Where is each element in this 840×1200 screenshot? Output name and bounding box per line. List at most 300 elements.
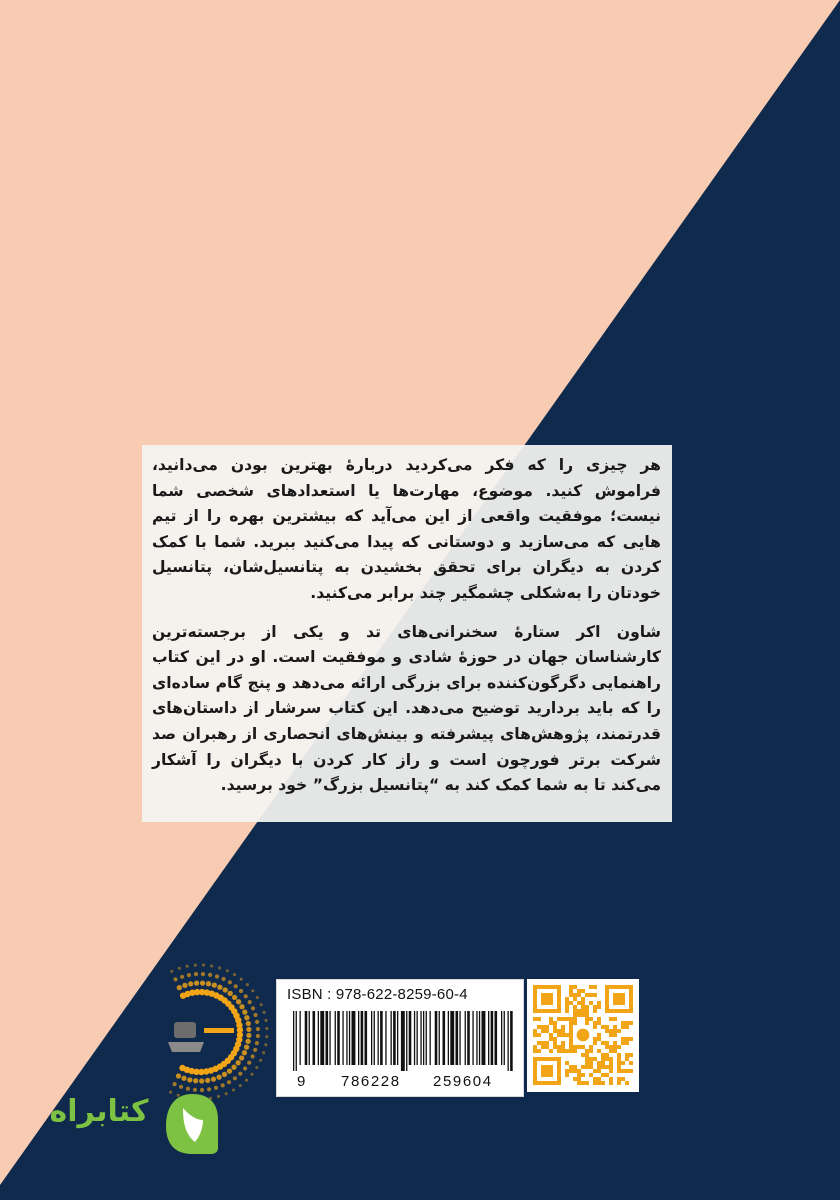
qr-module xyxy=(569,1045,573,1049)
qr-module xyxy=(537,1049,541,1053)
qr-module xyxy=(593,1009,597,1013)
barcode-bar xyxy=(374,1011,375,1065)
sunburst-dot xyxy=(216,1074,221,1079)
qr-module xyxy=(605,1041,609,1045)
qr-module xyxy=(613,1025,617,1029)
barcode-bar xyxy=(491,1011,494,1065)
barcode-bar xyxy=(401,1011,405,1071)
qr-module xyxy=(585,1005,589,1009)
qr-module xyxy=(533,1017,537,1021)
qr-module xyxy=(597,1017,601,1021)
sunburst-dot xyxy=(201,972,205,976)
barcode-bar xyxy=(467,1011,470,1065)
sunburst-dot xyxy=(239,1084,242,1087)
qr-module xyxy=(545,1041,549,1045)
barcode-bar xyxy=(504,1011,505,1065)
blurb-paragraph: هر چیزی را که فکر می‌کردید دربارهٔ بهترین بودن می‌دانید، فراموش کنید. موضوع، مهارت‌ها یا استعدادهای شخصی شما نیست؛ موفقیت واقعی از این می‌آید که بیشترین بهره را از تیم هایی که می‌سازید و دوستانی که پیدا می‌کنید ببرید. شما با کمک کردن به دیگران برای تحقق بخشیدن به پتانسیل‌شان، پتانسیل خودتان را به‌شکلی چشمگیر چند برابر می‌کنید. xyxy=(152,456,661,602)
qr-module xyxy=(569,1041,573,1045)
qr-module xyxy=(585,1053,589,1057)
qr-module xyxy=(585,993,589,997)
barcode-bar xyxy=(320,1011,324,1065)
barcode-bar xyxy=(337,1011,340,1065)
qr-module xyxy=(625,1053,629,1057)
sunburst-dot xyxy=(234,984,238,988)
qr-module xyxy=(625,1057,629,1061)
barcode-bar xyxy=(495,1011,498,1065)
sunburst-dot xyxy=(256,1027,260,1031)
qr-module xyxy=(569,989,573,993)
qr-module xyxy=(597,1061,601,1065)
barcode-bar xyxy=(482,1011,486,1065)
qr-module xyxy=(609,1033,613,1037)
qr-module xyxy=(573,1065,577,1069)
qr-module xyxy=(613,1033,617,1037)
qr-module xyxy=(561,1029,565,1033)
barcode-bar xyxy=(510,1011,513,1071)
qr-code-icon xyxy=(533,985,633,1085)
qr-module xyxy=(609,1069,613,1073)
qr-module xyxy=(589,1045,593,1049)
qr-module xyxy=(537,1033,541,1037)
sunburst-dot xyxy=(260,1003,263,1006)
sunburst-dot xyxy=(242,1009,247,1014)
blurb-box xyxy=(142,445,672,822)
sunburst-dot xyxy=(173,977,177,981)
barcode-bar xyxy=(335,1011,336,1065)
sunburst-dot xyxy=(246,1021,251,1026)
qr-module xyxy=(593,1025,597,1029)
qr-module xyxy=(565,1009,569,1013)
qr-module xyxy=(589,1057,593,1061)
sunburst-dot xyxy=(179,1065,185,1071)
barcode-bar xyxy=(313,1011,316,1065)
qr-module xyxy=(609,1061,613,1065)
barcode-bar xyxy=(358,1011,359,1065)
qr-module xyxy=(609,1077,613,1081)
qr-module xyxy=(533,1049,537,1053)
qr-module xyxy=(577,1001,581,1005)
barcode-bar xyxy=(352,1011,356,1065)
qr-module xyxy=(629,1021,633,1025)
barcode-bar xyxy=(391,1011,392,1065)
sunburst-dot xyxy=(256,996,259,999)
sunburst-dot xyxy=(228,980,232,984)
sunburst-dot xyxy=(265,1035,268,1038)
sunburst-dot xyxy=(181,1076,186,1081)
qr-module xyxy=(549,1033,553,1037)
qr-module xyxy=(593,1077,597,1081)
sunburst-dot xyxy=(188,981,193,986)
qr-module xyxy=(537,1041,541,1045)
qr-module xyxy=(537,1017,541,1021)
qr-module xyxy=(621,1025,625,1029)
qr-center-dot xyxy=(577,1029,590,1042)
qr-module xyxy=(589,1049,593,1053)
barcode-bar xyxy=(385,1011,386,1065)
qr-module xyxy=(565,1061,569,1065)
qr-module xyxy=(569,985,573,989)
qr-module xyxy=(597,1049,601,1053)
sunburst-dot xyxy=(187,973,191,977)
qr-module xyxy=(609,1081,613,1085)
sunburst-dot xyxy=(205,1078,210,1083)
qr-module xyxy=(585,1017,589,1021)
qr-module xyxy=(553,1041,557,1045)
sunburst-dot xyxy=(178,967,181,970)
sunburst-dot xyxy=(245,1079,248,1082)
sunburst-dot xyxy=(218,966,221,969)
barcode-bar xyxy=(346,1011,347,1065)
qr-module xyxy=(605,1065,609,1069)
sunburst-dot xyxy=(222,977,226,981)
qr-module xyxy=(573,1005,577,1009)
sunburst-dot xyxy=(236,999,241,1004)
barcode-bar xyxy=(448,1011,449,1065)
sunburst-dot xyxy=(173,1082,177,1086)
barcode-bar xyxy=(465,1011,466,1065)
barcode-bar xyxy=(420,1011,421,1065)
qr-module xyxy=(557,1045,561,1049)
qr-module xyxy=(577,1073,581,1077)
barcode-bar xyxy=(417,1011,418,1065)
reader-book xyxy=(168,1042,204,1052)
qr-module xyxy=(625,1037,629,1041)
sunburst-dot xyxy=(244,1015,249,1020)
qr-module xyxy=(621,1021,625,1025)
qr-module xyxy=(617,1045,621,1049)
qr-module xyxy=(565,1005,569,1009)
qr-module xyxy=(597,1077,601,1081)
qr-module xyxy=(565,1069,569,1073)
barcode-bar xyxy=(406,1011,407,1071)
qr-module xyxy=(549,1017,553,1021)
qr-module xyxy=(585,1013,589,1017)
barcode-bar xyxy=(414,1011,415,1065)
qr-module xyxy=(569,993,573,997)
qr-module xyxy=(605,1073,609,1077)
sunburst-dot xyxy=(206,981,211,986)
qr-module xyxy=(553,1025,557,1029)
qr-module xyxy=(601,1065,605,1069)
sunburst-dot xyxy=(251,989,254,992)
qr-finder-core xyxy=(541,993,553,1005)
sunburst-dot xyxy=(212,982,217,987)
sunburst-dot xyxy=(238,1072,242,1076)
sunburst-dot xyxy=(182,983,187,988)
qr-module xyxy=(621,1061,625,1065)
qr-module xyxy=(589,985,593,989)
sunburst-dot xyxy=(200,980,205,985)
qr-module xyxy=(573,1049,577,1053)
qr-module xyxy=(573,997,577,1001)
qr-module xyxy=(597,1033,601,1037)
barcode-bar xyxy=(501,1011,502,1065)
sunburst-dot xyxy=(215,974,219,978)
barcode-bar xyxy=(349,1011,350,1065)
sunburst-dot xyxy=(251,1054,255,1058)
qr-module xyxy=(573,1077,577,1081)
qr-module xyxy=(557,1049,561,1053)
qr-module xyxy=(601,1053,605,1057)
qr-module xyxy=(581,1073,585,1077)
qr-module xyxy=(581,989,585,993)
qr-module xyxy=(553,1029,557,1033)
qr-module xyxy=(533,1033,537,1037)
sunburst-dot xyxy=(239,1055,244,1060)
isbn-barcode-card xyxy=(276,979,524,1097)
qr-module xyxy=(561,1049,565,1053)
qr-module xyxy=(597,1065,601,1069)
qr-module xyxy=(557,1029,561,1033)
author-paragraph: شاون اکر ستارهٔ سخنرانی‌های تد و یکی از برجسته‌ترین کارشناسان جهان در حوزهٔ شادی و موفقیت است. او در این کتاب راهنمایی دگرگون‌کننده برای بزرگی ارائه می‌دهد و پنج گام ساده‌ای را که باید بردارید توضیح می‌دهد. این کتاب سرشار از داستان‌های قدرتمند، پژوهش‌های پیشرفته و بینش‌های انحصاری از رهبران صد شرکت برتر فورچون است و راز کار کردن با دیگران را آشکار می‌کند تا به شما کمک کند به “پتانسیل بزرگ” خود برسید. xyxy=(152,622,661,795)
sunburst-dot xyxy=(259,1059,262,1062)
qr-module xyxy=(581,1005,585,1009)
qr-module xyxy=(621,1037,625,1041)
qr-module xyxy=(585,1065,589,1069)
qr-module xyxy=(609,1029,613,1033)
qr-module xyxy=(617,1057,621,1061)
qr-module xyxy=(617,1053,621,1057)
qr-module xyxy=(573,1009,577,1013)
qr-module xyxy=(565,1033,569,1037)
reader-arrow xyxy=(204,1028,234,1033)
qr-module xyxy=(545,1045,549,1049)
store-logo xyxy=(40,1090,220,1160)
qr-module xyxy=(613,1041,617,1045)
qr-module xyxy=(601,1041,605,1045)
qr-module xyxy=(605,1057,609,1061)
barcode-bar xyxy=(439,1011,440,1065)
qr-module xyxy=(617,1077,621,1081)
qr-module xyxy=(593,1041,597,1045)
barcode-bar xyxy=(329,1011,330,1065)
qr-module xyxy=(613,1029,617,1033)
qr-module xyxy=(617,1065,621,1069)
qr-module xyxy=(621,1077,625,1081)
qr-module xyxy=(609,1049,613,1053)
qr-module xyxy=(541,1029,545,1033)
sunburst-dot xyxy=(245,1039,250,1044)
barcode-bar xyxy=(309,1011,310,1065)
qr-module xyxy=(625,1025,629,1029)
qr-module xyxy=(581,1009,585,1013)
sunburst-dot xyxy=(208,973,212,977)
qr-module xyxy=(569,1069,573,1073)
barcode-bar xyxy=(423,1011,424,1065)
qr-module xyxy=(581,1045,585,1049)
qr-module xyxy=(585,1021,589,1025)
barcode-bar xyxy=(361,1011,364,1065)
sunburst-dot xyxy=(193,1078,198,1083)
isbn-label: ISBN : 978-622-8259-60-4 xyxy=(287,986,468,1003)
qr-module xyxy=(605,1025,609,1029)
qr-module xyxy=(593,993,597,997)
qr-module xyxy=(621,1069,625,1073)
qr-module xyxy=(537,1025,541,1029)
sunburst-dot xyxy=(235,1060,240,1065)
sunburst-dot xyxy=(233,1076,237,1080)
qr-module xyxy=(601,1073,605,1077)
barcode-bar xyxy=(426,1011,427,1065)
barcode-bar xyxy=(476,1011,477,1065)
qr-module xyxy=(629,1061,633,1065)
sunburst-dot xyxy=(256,1034,260,1038)
qr-module xyxy=(625,1069,629,1073)
sunburst-dot xyxy=(221,1083,225,1087)
sunburst-dot xyxy=(211,1076,216,1081)
qr-module xyxy=(625,1041,629,1045)
barcode-bar xyxy=(300,1011,301,1065)
qr-module xyxy=(617,1081,621,1085)
qr-module xyxy=(541,1025,545,1029)
barcode-bar xyxy=(318,1011,319,1065)
qr-module xyxy=(597,1021,601,1025)
qr-module xyxy=(561,1017,565,1021)
qr-module xyxy=(569,1029,573,1033)
qr-module xyxy=(629,1037,633,1041)
qr-module xyxy=(625,1081,629,1085)
barcode-bar xyxy=(479,1011,480,1065)
qr-module xyxy=(597,1069,601,1073)
qr-module xyxy=(577,993,581,997)
qr-module xyxy=(577,1081,581,1085)
qr-module xyxy=(545,1025,549,1029)
qr-module xyxy=(549,1049,553,1053)
qr-module xyxy=(533,1029,537,1033)
qr-module xyxy=(629,1053,633,1057)
qr-module xyxy=(565,1001,569,1005)
sunburst-dot xyxy=(170,970,173,973)
qr-module xyxy=(597,1005,601,1009)
qr-module xyxy=(577,989,581,993)
qr-module xyxy=(609,1065,613,1069)
sunburst-dot xyxy=(251,1073,254,1076)
sunburst-dot xyxy=(255,1066,258,1069)
barcode-right-digits: 259604 xyxy=(433,1073,493,1090)
qr-module xyxy=(569,1001,573,1005)
qr-module xyxy=(573,985,577,989)
qr-module xyxy=(565,1049,569,1053)
qr-module xyxy=(569,1037,573,1041)
qr-module xyxy=(581,1081,585,1085)
qr-module xyxy=(617,1029,621,1033)
qr-module xyxy=(545,1029,549,1033)
barcode-left-digits: 786228 xyxy=(341,1073,401,1090)
qr-module xyxy=(597,1001,601,1005)
sunburst-dot xyxy=(180,975,184,979)
sunburst-dot xyxy=(243,1066,247,1070)
qr-module xyxy=(569,1021,573,1025)
sunburst-dot xyxy=(239,989,243,993)
sunburst-dot xyxy=(194,980,199,985)
sunburst-dot xyxy=(199,1078,204,1083)
qr-module xyxy=(573,1017,577,1021)
barcode-bar xyxy=(380,1011,383,1065)
qr-module xyxy=(589,1017,593,1021)
barcode-bar xyxy=(450,1011,454,1065)
qr-module xyxy=(601,1025,605,1029)
sunburst-dot xyxy=(210,964,213,967)
barcode-bar xyxy=(378,1011,379,1065)
qr-module xyxy=(629,1069,633,1073)
qr-module xyxy=(613,1049,617,1053)
qr-module xyxy=(573,1045,577,1049)
qr-module xyxy=(553,1045,557,1049)
sunburst-dot xyxy=(240,978,243,981)
reader-figure xyxy=(174,1022,196,1038)
qr-module xyxy=(605,1045,609,1049)
qr-module xyxy=(605,1053,609,1057)
qr-module xyxy=(589,1073,593,1077)
qr-module xyxy=(601,1061,605,1065)
qr-module xyxy=(593,1081,597,1085)
qr-module xyxy=(597,1081,601,1085)
qr-module xyxy=(593,1037,597,1041)
barcode-bar xyxy=(435,1011,438,1065)
barcode-bar xyxy=(342,1011,343,1065)
qr-module xyxy=(589,1061,593,1065)
qr-module xyxy=(593,1069,597,1073)
qr-module xyxy=(609,1057,613,1061)
sunburst-dot xyxy=(242,1050,247,1055)
sunburst-dot xyxy=(239,1004,244,1009)
barcode-bar xyxy=(293,1011,294,1071)
qr-module xyxy=(569,1049,573,1053)
sunburst-dot xyxy=(226,969,229,972)
sunburst-dot xyxy=(202,964,205,967)
qr-module xyxy=(581,1001,585,1005)
qr-module xyxy=(565,997,569,1001)
qr-module xyxy=(577,1045,581,1049)
sunburst-dot xyxy=(264,1019,267,1022)
sunburst-dot xyxy=(176,1073,181,1078)
sunburst-dot xyxy=(179,1085,183,1089)
barcode-bar xyxy=(371,1011,372,1065)
sunburst-dot xyxy=(187,1077,192,1082)
qr-module xyxy=(553,1037,557,1041)
qr-module xyxy=(589,993,593,997)
qr-module xyxy=(593,985,597,989)
sunburst-dot xyxy=(225,1092,228,1095)
qr-module xyxy=(565,1017,569,1021)
sunburst-dot xyxy=(222,1072,227,1077)
barcode-bar xyxy=(456,1011,459,1065)
qr-module xyxy=(569,1025,573,1029)
qr-module xyxy=(533,1045,537,1049)
qr-finder-core xyxy=(613,993,625,1005)
qr-module xyxy=(585,1009,589,1013)
barcode-bar xyxy=(365,1011,368,1065)
sunburst-dot xyxy=(265,1027,268,1030)
qr-module xyxy=(581,1065,585,1069)
sunburst-dot xyxy=(244,994,248,998)
barcode-bar xyxy=(393,1011,396,1065)
sunburst-dot xyxy=(177,985,182,990)
sunburst-dot xyxy=(223,987,228,992)
qr-module xyxy=(625,1021,629,1025)
barcode-first-digit: 9 xyxy=(297,1073,306,1090)
qr-module xyxy=(561,1045,565,1049)
qr-module xyxy=(561,1025,565,1029)
qr-module xyxy=(573,1069,577,1073)
qr-module xyxy=(577,1013,581,1017)
barcode-bar xyxy=(488,1011,489,1065)
qr-module xyxy=(549,1021,553,1025)
qr-module xyxy=(553,1021,557,1025)
qr-module xyxy=(581,1053,585,1057)
sunburst-dot xyxy=(194,964,197,967)
sunburst-dot xyxy=(255,1041,259,1045)
